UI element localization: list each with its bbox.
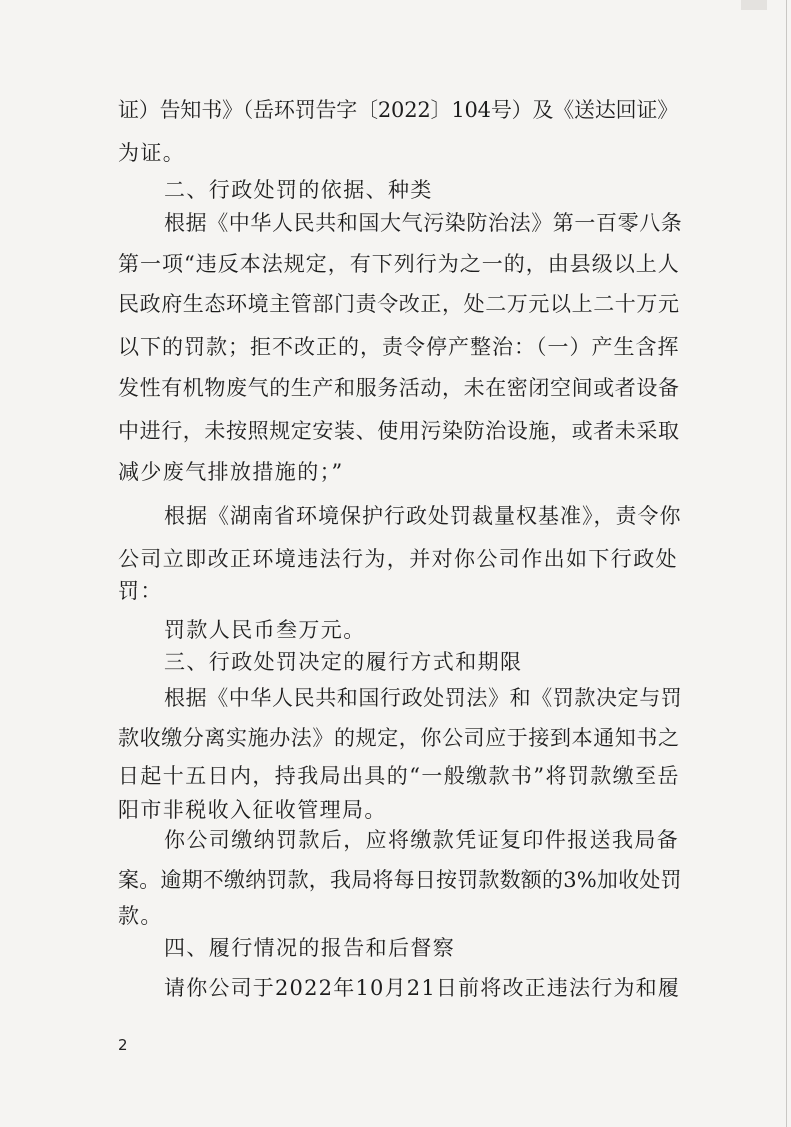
section-heading-4: 四、履行情况的报告和后督察 [164,936,456,960]
text-line-10: 减少废气排放措施的；” [118,460,344,484]
text-line-11: 根据《湖南省环境保护行政处罚裁量权基准》，责令你 [164,504,682,528]
text-line-17: 款收缴分离实施办法》的规定，你公司应于接到本通知书之 [118,726,680,750]
text-line-24: 请你公司于2022年10月21日前将改正违法行为和履 [164,976,681,1000]
text-line-19: 阳市非税收入征收管理局。 [118,798,387,822]
section-heading-3: 三、行政处罚决定的履行方式和期限 [164,650,523,674]
scan-edge [786,0,787,1127]
text-line-12: 公司立即改正环境违法行为，并对你公司作出如下行政处 [118,547,678,571]
scan-mark [741,0,767,10]
text-line-8: 发性有机物废气的生产和服务活动，未在密闭空间或者设备 [118,376,680,400]
text-line-5: 第一项“违反本法规定，有下列行为之一的，由县级以上人 [118,252,680,276]
text-line-18: 日起十五日内，持我局出具的“一般缴款书”将罚款缴至岳 [118,764,680,788]
page-number: 2 [118,1036,128,1054]
text-line-2: 为证。 [118,141,186,165]
text-line-1: 证）告知书》（岳环罚告字〔2022〕104号）及《送达回证》 [118,98,679,122]
text-line-9: 中进行，未按照规定安装、使用污染防治设施，或者未采取 [118,419,680,443]
text-line-4: 根据《中华人民共和国大气污染防治法》第一百零八条 [164,211,683,235]
text-line-6: 民政府生态环境主管部门责令改正，处二万元以上二十万元 [118,292,680,316]
text-line-13: 罚： [118,579,163,603]
penalty-amount: 罚款人民币叁万元。 [164,618,366,642]
text-line-21: 案。逾期不缴纳罚款，我局将每日按罚款数额的3%加收处罚 [118,868,682,892]
text-line-7: 以下的罚款；拒不改正的，责令停产整治：（一）产生含挥 [118,335,680,359]
text-line-20: 你公司缴纳罚款后，应将缴款凭证复印件报送我局备 [164,828,680,852]
text-line-16: 根据《中华人民共和国行政处罚法》和《罚款决定与罚 [164,686,683,710]
text-line-22: 款。 [118,904,163,928]
section-heading-2: 二、行政处罚的依据、种类 [164,178,433,202]
